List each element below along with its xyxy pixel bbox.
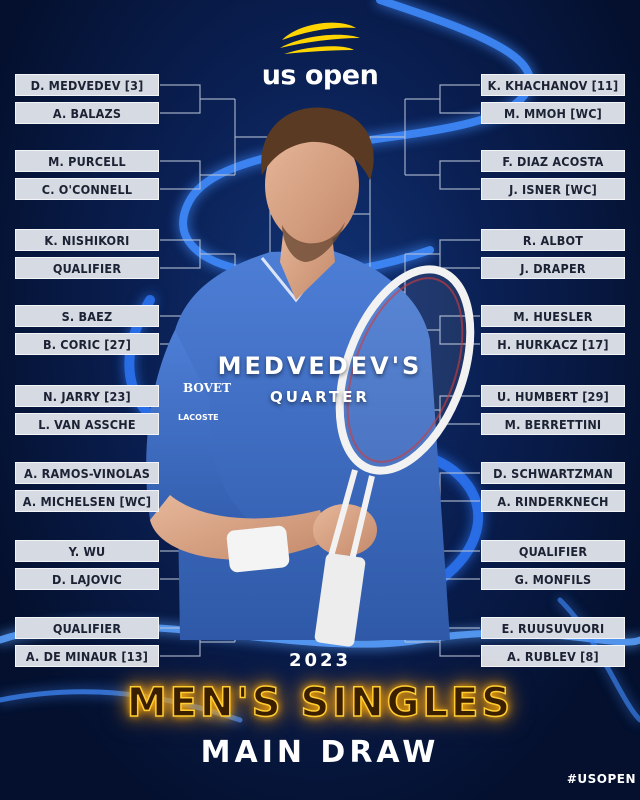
- right-draw-slot[interactable]: E. RUUSUVUORI: [481, 617, 625, 639]
- right-draw-slot[interactable]: QUALIFIER: [481, 540, 625, 562]
- left-draw-slot[interactable]: Y. WU: [15, 540, 159, 562]
- left-draw-slot[interactable]: A. DE MINAUR [13]: [15, 645, 159, 667]
- left-draw-slot[interactable]: A. BALAZS: [15, 102, 159, 124]
- left-draw-slot[interactable]: C. O'CONNELL: [15, 178, 159, 200]
- left-draw-slot[interactable]: B. CORIC [27]: [15, 333, 159, 355]
- right-draw-slot[interactable]: A. RINDERKNECH: [481, 490, 625, 512]
- right-draw-slot[interactable]: R. ALBOT: [481, 229, 625, 251]
- left-draw-slot[interactable]: L. VAN ASSCHE: [15, 413, 159, 435]
- svg-text:BOVET: BOVET: [183, 381, 231, 395]
- left-draw-slot[interactable]: QUALIFIER: [15, 617, 159, 639]
- event-subtitle: MAIN DRAW: [200, 735, 440, 770]
- left-draw-slot[interactable]: N. JARRY [23]: [15, 385, 159, 407]
- right-draw-slot[interactable]: F. DIAZ ACOSTA: [481, 150, 625, 172]
- left-draw-slot[interactable]: D. MEDVEDEV [3]: [15, 74, 159, 96]
- right-draw-slot[interactable]: G. MONFILS: [481, 568, 625, 590]
- quarter-title: MEDVEDEV'S: [217, 352, 423, 380]
- svg-text:LACOSTE: LACOSTE: [178, 413, 219, 422]
- right-draw-slot[interactable]: K. KHACHANOV [11]: [481, 74, 625, 96]
- event-title: MEN'S SINGLES: [126, 680, 514, 726]
- left-draw-slot[interactable]: S. BAEZ: [15, 305, 159, 327]
- hashtag[interactable]: #USOPEN: [566, 772, 636, 786]
- us-open-logo[interactable]: us open: [261, 60, 379, 91]
- left-draw-slot[interactable]: QUALIFIER: [15, 257, 159, 279]
- right-draw-slot[interactable]: M. HUESLER: [481, 305, 625, 327]
- left-draw-slot[interactable]: M. PURCELL: [15, 150, 159, 172]
- right-draw-slot[interactable]: A. RUBLEV [8]: [481, 645, 625, 667]
- right-draw-slot[interactable]: J. DRAPER: [481, 257, 625, 279]
- year-label: 2023: [288, 650, 352, 671]
- right-draw-slot[interactable]: M. MMOH [WC]: [481, 102, 625, 124]
- right-draw-slot[interactable]: M. BERRETTINI: [481, 413, 625, 435]
- left-draw-slot[interactable]: A. RAMOS-VINOLAS: [15, 462, 159, 484]
- left-draw-slot[interactable]: D. LAJOVIC: [15, 568, 159, 590]
- left-draw-slot[interactable]: A. MICHELSEN [WC]: [15, 490, 159, 512]
- left-draw-slot[interactable]: K. NISHIKORI: [15, 229, 159, 251]
- right-draw-slot[interactable]: J. ISNER [WC]: [481, 178, 625, 200]
- right-draw-slot[interactable]: D. SCHWARTZMAN: [481, 462, 625, 484]
- quarter-subtitle: QUARTER: [270, 388, 370, 406]
- right-draw-slot[interactable]: U. HUMBERT [29]: [481, 385, 625, 407]
- right-draw-slot[interactable]: H. HURKACZ [17]: [481, 333, 625, 355]
